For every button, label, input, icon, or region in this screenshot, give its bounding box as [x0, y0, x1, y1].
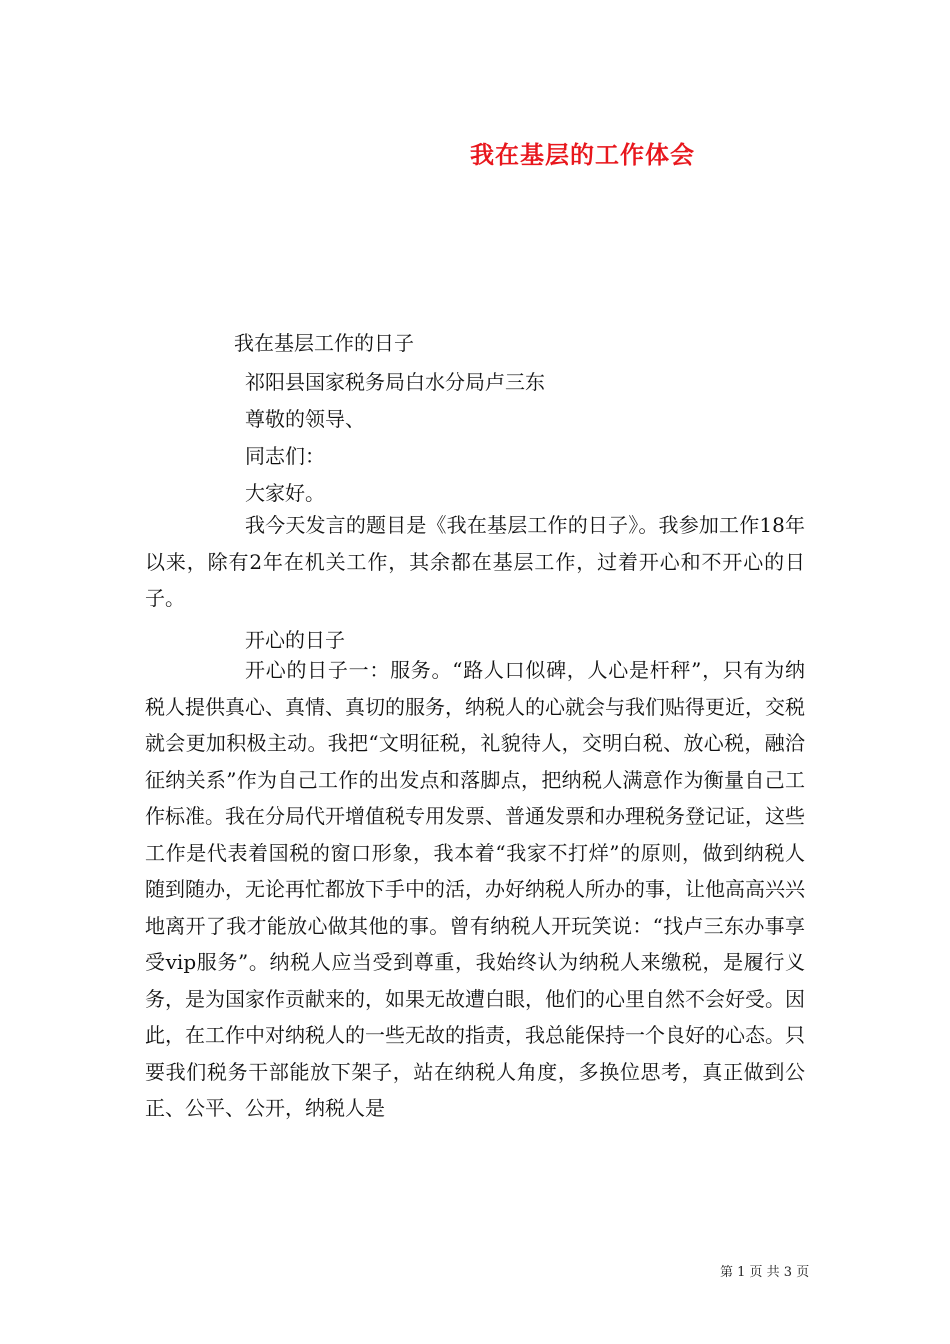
section-heading: 开心的日子	[245, 628, 345, 652]
greeting: 大家好。	[245, 481, 325, 505]
salutation-comrades: 同志们：	[245, 444, 325, 468]
service-paragraph: 开心的日子一：服务。“路人口似碑，人心是杆秤”，只有为纳税人提供真心、真情、真切的服务，纳税人的心就会与我们贴得更近，交税就会更加积极主动。我把“文明征税，礼貌待人，交明白税、放心税，融洽征纳关系”作为自己工作的出发点和落脚点，把纳税人满意作为衡量自己工作标准。我在分局代开增值税专用发票、普通发票和办理税务登记证，这些工作是代表着国税的窗口形象，我本着“我家不打烊”的原则，做到纳税人随到随办，无论再忙都放下手中的活，办好纳税人所办的事，让他高高兴兴地离开了我才能放心做其他的事。曾有纳税人开玩笑说：“找卢三东办事享受vip服务”。纳税人应当受到尊重，我始终认为纳税人来缴税，是履行义务，是为国家作贡献来的，如果无故遭白眼，他们的心里自然不会好受。因此，在工作中对纳税人的一些无故的指责，我总能保持一个良好的心态。只要我们税务干部能放下架子，站在纳税人角度，多换位思考，真正做到公正、公平、公开，纳税人是	[145, 658, 805, 1120]
page-footer: 第 1 页 共 3 页	[720, 1265, 810, 1280]
document-title: 我在基层的工作体会	[470, 140, 695, 169]
speech-title: 我在基层工作的日子	[234, 331, 414, 355]
salutation-leaders: 尊敬的领导、	[245, 407, 365, 431]
intro-paragraph: 我今天发言的题目是《我在基层工作的日子》。我参加工作18年以来，除有2年在机关工作，其余都在基层工作，过着开心和不开心的日子。	[145, 513, 805, 610]
author-line: 祁阳县国家税务局白水分局卢三东	[245, 370, 545, 394]
